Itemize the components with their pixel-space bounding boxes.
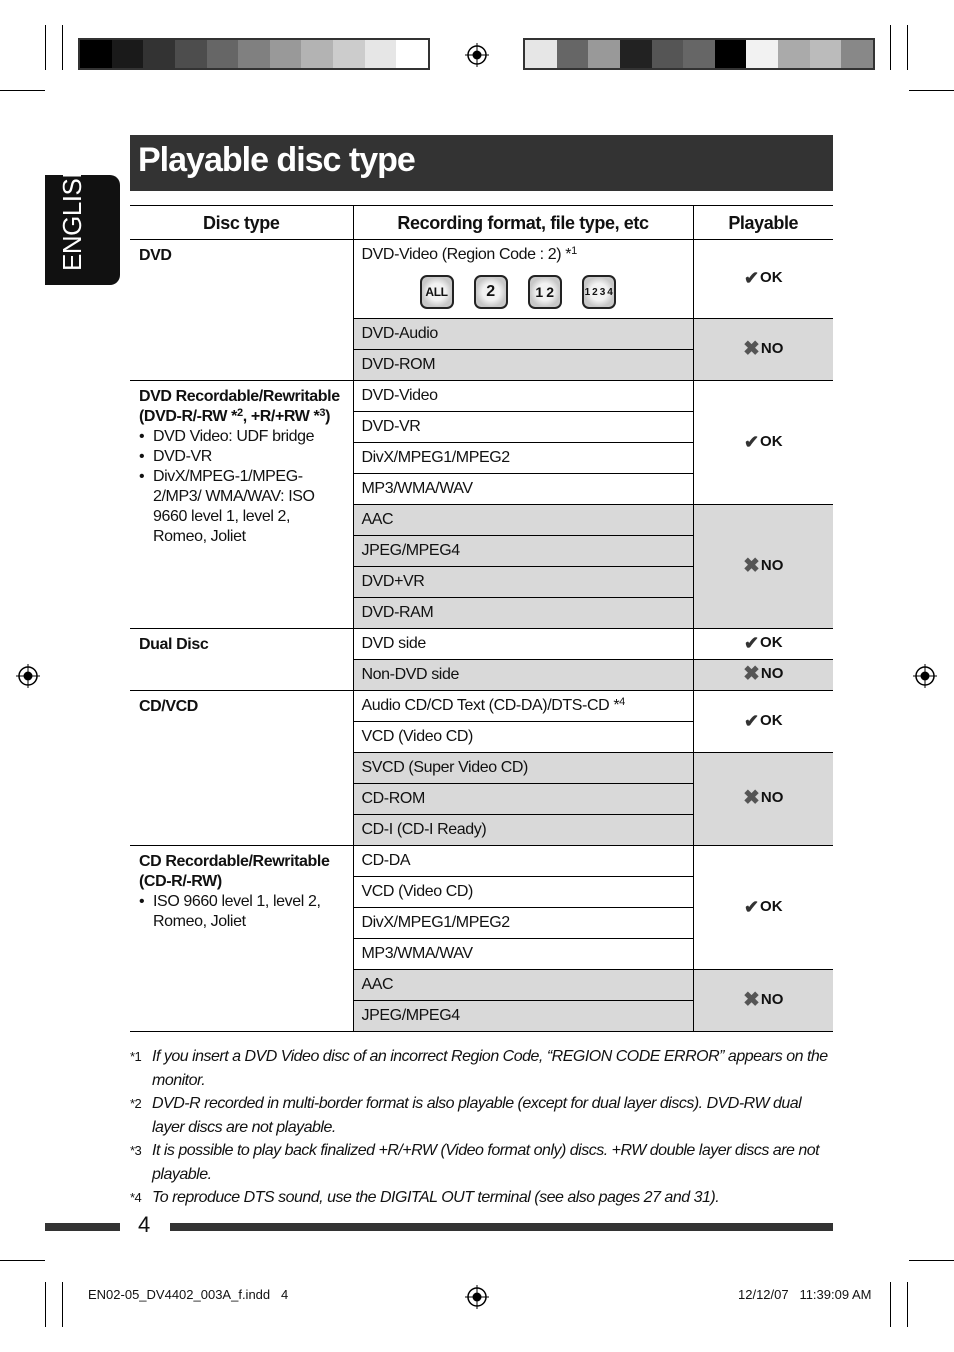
playable-ok-cell xyxy=(693,691,833,753)
crop-mark xyxy=(62,1282,63,1327)
footnote-mark: *1 xyxy=(130,1049,142,1064)
format-cell: Audio CD/CD Text (CD-DA)/DTS-CD *$^4$ xyxy=(353,691,693,722)
no-mark: ✖ NO xyxy=(743,787,784,809)
crop-mark xyxy=(45,25,46,70)
header-recording-format: Recording format, file type, etc xyxy=(353,206,693,240)
page-rule-left xyxy=(45,1223,120,1231)
disc-type-label: CD Recordable/Rewritable xyxy=(139,853,330,870)
bullet-item: • DivX/MPEG-1/MPEG-2/MP3/ WMA/WAV: ISO 9660 level 1, level 2, Romeo, Joliet xyxy=(139,467,349,547)
playable-no-cell xyxy=(693,970,833,1032)
playable-ok-cell xyxy=(693,846,833,970)
footnote xyxy=(130,1139,835,1186)
format-cell: CD-DA xyxy=(353,846,693,877)
format-cell: MP3/WMA/WAV xyxy=(353,939,693,970)
footnote-text: It is possible to play back finalized +R/+RW (Video format only) discs. +RW double layer discs are not playable. xyxy=(152,1142,820,1183)
table-row xyxy=(130,691,833,722)
cross-icon: ✖ xyxy=(743,988,760,1011)
format-cell: DVD+VR xyxy=(353,567,693,598)
format-cell: DivX/MPEG1/MPEG2 xyxy=(353,908,693,939)
playable-ok-cell xyxy=(693,381,833,505)
no-mark: ✖ NO xyxy=(743,554,784,577)
format-cell: DVD-ROM xyxy=(353,350,693,381)
disc-type-label-line2: (CD-R/-RW) xyxy=(139,873,222,890)
disc-type-bullets xyxy=(139,427,349,547)
format-cell: JPEG/MPEG4 xyxy=(353,536,693,567)
registration-mark-icon xyxy=(16,664,40,688)
disc-type-cell xyxy=(130,381,353,629)
crop-mark xyxy=(62,25,63,70)
format-cell: Non-DVD side xyxy=(353,660,693,691)
footnote-mark: *3 xyxy=(130,1143,142,1158)
disc-type-label: DVD Recordable/Rewritable xyxy=(139,388,340,405)
format-cell: MP3/WMA/WAV xyxy=(353,474,693,505)
check-icon: ✔ xyxy=(743,896,760,917)
format-cell: DVD side xyxy=(353,629,693,660)
region-2-icon: 2 xyxy=(474,275,508,309)
footnote-text: If you insert a DVD Video disc of an incorrect Region Code, “REGION CODE ERROR” appears on the monitor. xyxy=(152,1048,828,1089)
check-icon: ✔ xyxy=(743,431,760,452)
ok-mark: ✔ OK xyxy=(743,710,783,731)
crop-mark xyxy=(890,1282,891,1327)
ok-mark: ✔ OK xyxy=(743,268,783,288)
format-cell: CD-I (CD-I Ready) xyxy=(353,815,693,846)
region-1-2-icon: 1 2 xyxy=(528,275,562,309)
page-number: 4 xyxy=(138,1212,151,1237)
region-1-2-3-4-icon: 1 2 3 4 xyxy=(582,275,616,309)
table-row xyxy=(130,240,833,319)
table-header-row xyxy=(130,206,833,240)
language-tab xyxy=(45,160,120,285)
table-row xyxy=(130,381,833,412)
playable-no-cell xyxy=(693,660,833,691)
footnote-mark: *2 xyxy=(130,1096,142,1111)
footnote-text: To reproduce DTS sound, use the DIGITAL OUT terminal (see also pages 27 and 31). xyxy=(152,1189,720,1206)
region-all-icon: ALL xyxy=(420,275,454,309)
disc-type-label: Dual Disc xyxy=(139,636,209,653)
format-cell: VCD (Video CD) xyxy=(353,877,693,908)
table-row xyxy=(130,846,833,877)
no-mark: ✖ NO xyxy=(743,988,784,1011)
format-cell: DVD-Video xyxy=(353,381,693,412)
crop-mark xyxy=(890,25,891,70)
slug-filename: EN02-05_DV4402_003A_f.indd 4 xyxy=(88,1287,289,1302)
format-cell: JPEG/MPEG4 xyxy=(353,1001,693,1032)
cross-icon: ✖ xyxy=(743,554,760,577)
language-tab-label: ENGLISH xyxy=(57,160,87,271)
format-cell: VCD (Video CD) xyxy=(353,722,693,753)
playable-no-cell xyxy=(693,753,833,846)
crop-mark xyxy=(909,90,954,91)
registration-mark-icon xyxy=(465,43,489,67)
format-label: DVD-Video (Region Code : 2) *$^1$ xyxy=(361,245,577,263)
bullet-item: • ISO 9660 level 1, level 2, Romeo, Joliet xyxy=(139,892,349,932)
crop-mark xyxy=(907,25,908,70)
cross-icon: ✖ xyxy=(743,663,760,685)
header-playable: Playable xyxy=(693,206,833,240)
format-cell: DVD-RAM xyxy=(353,598,693,629)
bullet-item: • DVD-VR xyxy=(139,447,349,467)
footnote-mark: *4 xyxy=(130,1190,142,1205)
footnotes xyxy=(130,1045,835,1210)
footnote xyxy=(130,1045,835,1092)
format-cell xyxy=(353,240,693,319)
header-disc-type: Disc type xyxy=(130,206,353,240)
disc-type-label-line2: (DVD-R/-RW *$^2$, +R/+RW *$^3$) xyxy=(139,407,331,425)
format-cell: DVD-Audio xyxy=(353,319,693,350)
disc-type-bullets xyxy=(139,892,349,932)
region-code-icons xyxy=(420,275,693,309)
check-icon: ✔ xyxy=(743,268,760,288)
footnote xyxy=(130,1186,835,1210)
playable-disc-table xyxy=(130,205,833,1032)
crop-mark xyxy=(907,1282,908,1327)
slug-timestamp: 12/12/07 11:39:09 AM xyxy=(738,1287,872,1302)
no-mark: ✖ NO xyxy=(743,337,784,360)
playable-no-cell xyxy=(693,319,833,381)
disc-type-cell xyxy=(130,629,353,691)
disc-type-cell xyxy=(130,846,353,1032)
ok-mark: ✔ OK xyxy=(743,431,783,452)
crop-mark xyxy=(45,1282,46,1327)
check-icon: ✔ xyxy=(743,710,760,731)
crop-mark xyxy=(0,1260,45,1261)
registration-mark-icon xyxy=(913,664,937,688)
format-cell: CD-ROM xyxy=(353,784,693,815)
disc-type-cell xyxy=(130,691,353,846)
format-cell: SVCD (Super Video CD) xyxy=(353,753,693,784)
disc-type-label: CD/VCD xyxy=(139,698,198,715)
grayscale-bar-left xyxy=(78,38,430,70)
grayscale-bar-right xyxy=(523,38,875,70)
format-cell: AAC xyxy=(353,505,693,536)
no-mark: ✖ NO xyxy=(743,663,784,685)
playable-ok-cell xyxy=(693,629,833,660)
format-cell: DVD-VR xyxy=(353,412,693,443)
disc-type-cell xyxy=(130,240,353,381)
table-row xyxy=(130,629,833,660)
footnote-text: DVD-R recorded in multi-border format is also playable (except for dual layer discs). DVD-RW dual layer discs are not playable. xyxy=(152,1095,802,1136)
playable-no-cell xyxy=(693,505,833,629)
page-title: Playable disc type xyxy=(138,141,415,179)
format-cell: AAC xyxy=(353,970,693,1001)
format-cell: DivX/MPEG1/MPEG2 xyxy=(353,443,693,474)
footnote xyxy=(130,1092,835,1139)
registration-mark-icon xyxy=(465,1285,489,1309)
check-icon: ✔ xyxy=(743,633,760,653)
cross-icon: ✖ xyxy=(743,337,760,360)
crop-mark xyxy=(909,1260,954,1261)
disc-type-label: DVD xyxy=(139,247,172,264)
ok-mark: ✔ OK xyxy=(743,896,783,917)
ok-mark: ✔ OK xyxy=(743,633,783,653)
title-banner xyxy=(130,135,833,191)
bullet-item: • DVD Video: UDF bridge xyxy=(139,427,349,447)
crop-mark xyxy=(0,90,45,91)
cross-icon: ✖ xyxy=(743,787,760,809)
playable-ok-cell xyxy=(693,240,833,319)
page-rule-right xyxy=(170,1223,833,1231)
